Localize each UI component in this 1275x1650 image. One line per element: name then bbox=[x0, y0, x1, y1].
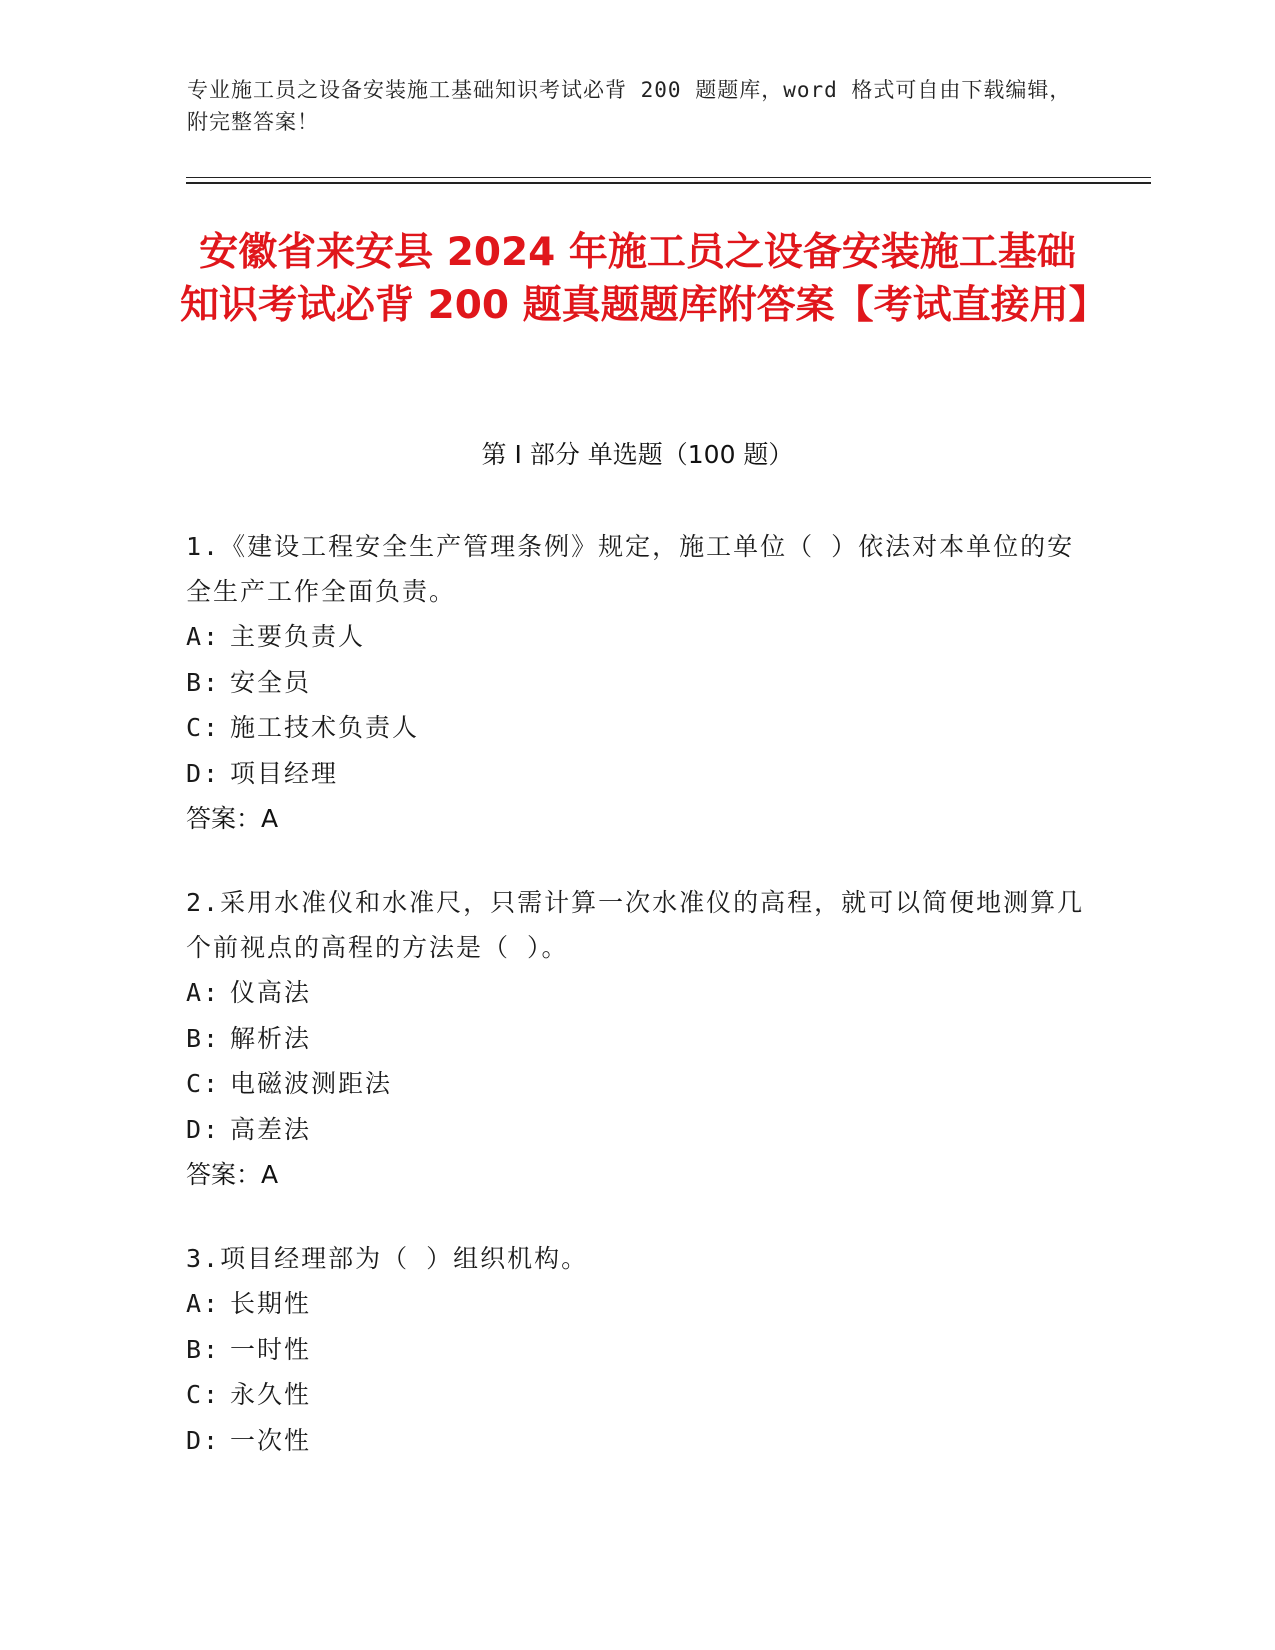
option-text: 高差法 bbox=[230, 1114, 312, 1144]
question-stem: 2.采用水准仪和水准尺，只需计算一次水准仪的高程，就可以简便地测算几个前视点的高程的方法是（ ）。 bbox=[186, 888, 1085, 962]
answer-line: 答案：A bbox=[186, 1160, 279, 1189]
header-rule-thick bbox=[186, 182, 1151, 184]
option-key: B: bbox=[186, 1334, 221, 1364]
option-d bbox=[186, 1107, 1086, 1153]
question-2 bbox=[186, 880, 1086, 1197]
option-b bbox=[186, 660, 1086, 706]
option-key: A: bbox=[186, 978, 221, 1007]
option-key: D: bbox=[186, 1425, 221, 1455]
option-key: A: bbox=[186, 1289, 221, 1318]
option-text: 永久性 bbox=[230, 1380, 312, 1409]
option-text: 项目经理 bbox=[230, 758, 339, 788]
question-stem: 1.《建设工程安全生产管理条例》规定，施工单位（ ）依法对本单位的安全生产工作全面负责。 bbox=[186, 532, 1075, 606]
option-text: 一次性 bbox=[230, 1425, 312, 1455]
option-key: B: bbox=[186, 667, 221, 697]
question-1 bbox=[186, 524, 1086, 841]
header-rule-thin bbox=[186, 177, 1151, 178]
option-text: 长期性 bbox=[230, 1289, 312, 1318]
option-a bbox=[186, 1281, 1086, 1327]
option-text: 安全员 bbox=[230, 667, 312, 697]
option-text: 仪高法 bbox=[230, 978, 312, 1007]
option-key: D: bbox=[186, 1114, 221, 1144]
option-a bbox=[186, 970, 1086, 1016]
option-a bbox=[186, 614, 1086, 660]
option-text: 施工技术负责人 bbox=[230, 713, 420, 742]
option-text: 解析法 bbox=[230, 1023, 312, 1053]
option-key: C: bbox=[186, 713, 221, 742]
question-3 bbox=[186, 1236, 1086, 1463]
option-key: B: bbox=[186, 1023, 221, 1053]
option-text: 电磁波测距法 bbox=[230, 1069, 393, 1098]
section-title: 第 I 部分 单选题（100 题） bbox=[481, 440, 794, 469]
option-text: 主要负责人 bbox=[230, 622, 366, 651]
answer-line: 答案：A bbox=[186, 804, 279, 833]
document-title: 安徽省来安县 2024 年施工员之设备安装施工基础知识考试必背 200 题真题题库附答案【考试直接用】 bbox=[180, 230, 1108, 328]
option-key: D: bbox=[186, 758, 221, 788]
question-stem: 3.项目经理部为（ ）组织机构。 bbox=[186, 1244, 589, 1273]
question-list bbox=[186, 524, 1086, 1502]
option-b bbox=[186, 1016, 1086, 1062]
option-c bbox=[186, 1061, 1086, 1107]
option-d bbox=[186, 751, 1086, 797]
option-text: 一时性 bbox=[230, 1334, 312, 1364]
option-key: A: bbox=[186, 622, 221, 651]
option-b bbox=[186, 1327, 1086, 1373]
option-c bbox=[186, 705, 1086, 751]
header-note: 专业施工员之设备安装施工基础知识考试必背 200 题题库，word 格式可自由下载编辑，附完整答案！ bbox=[187, 78, 1072, 134]
option-c bbox=[186, 1372, 1086, 1418]
option-d bbox=[186, 1418, 1086, 1464]
option-key: C: bbox=[186, 1380, 221, 1409]
option-key: C: bbox=[186, 1069, 221, 1098]
